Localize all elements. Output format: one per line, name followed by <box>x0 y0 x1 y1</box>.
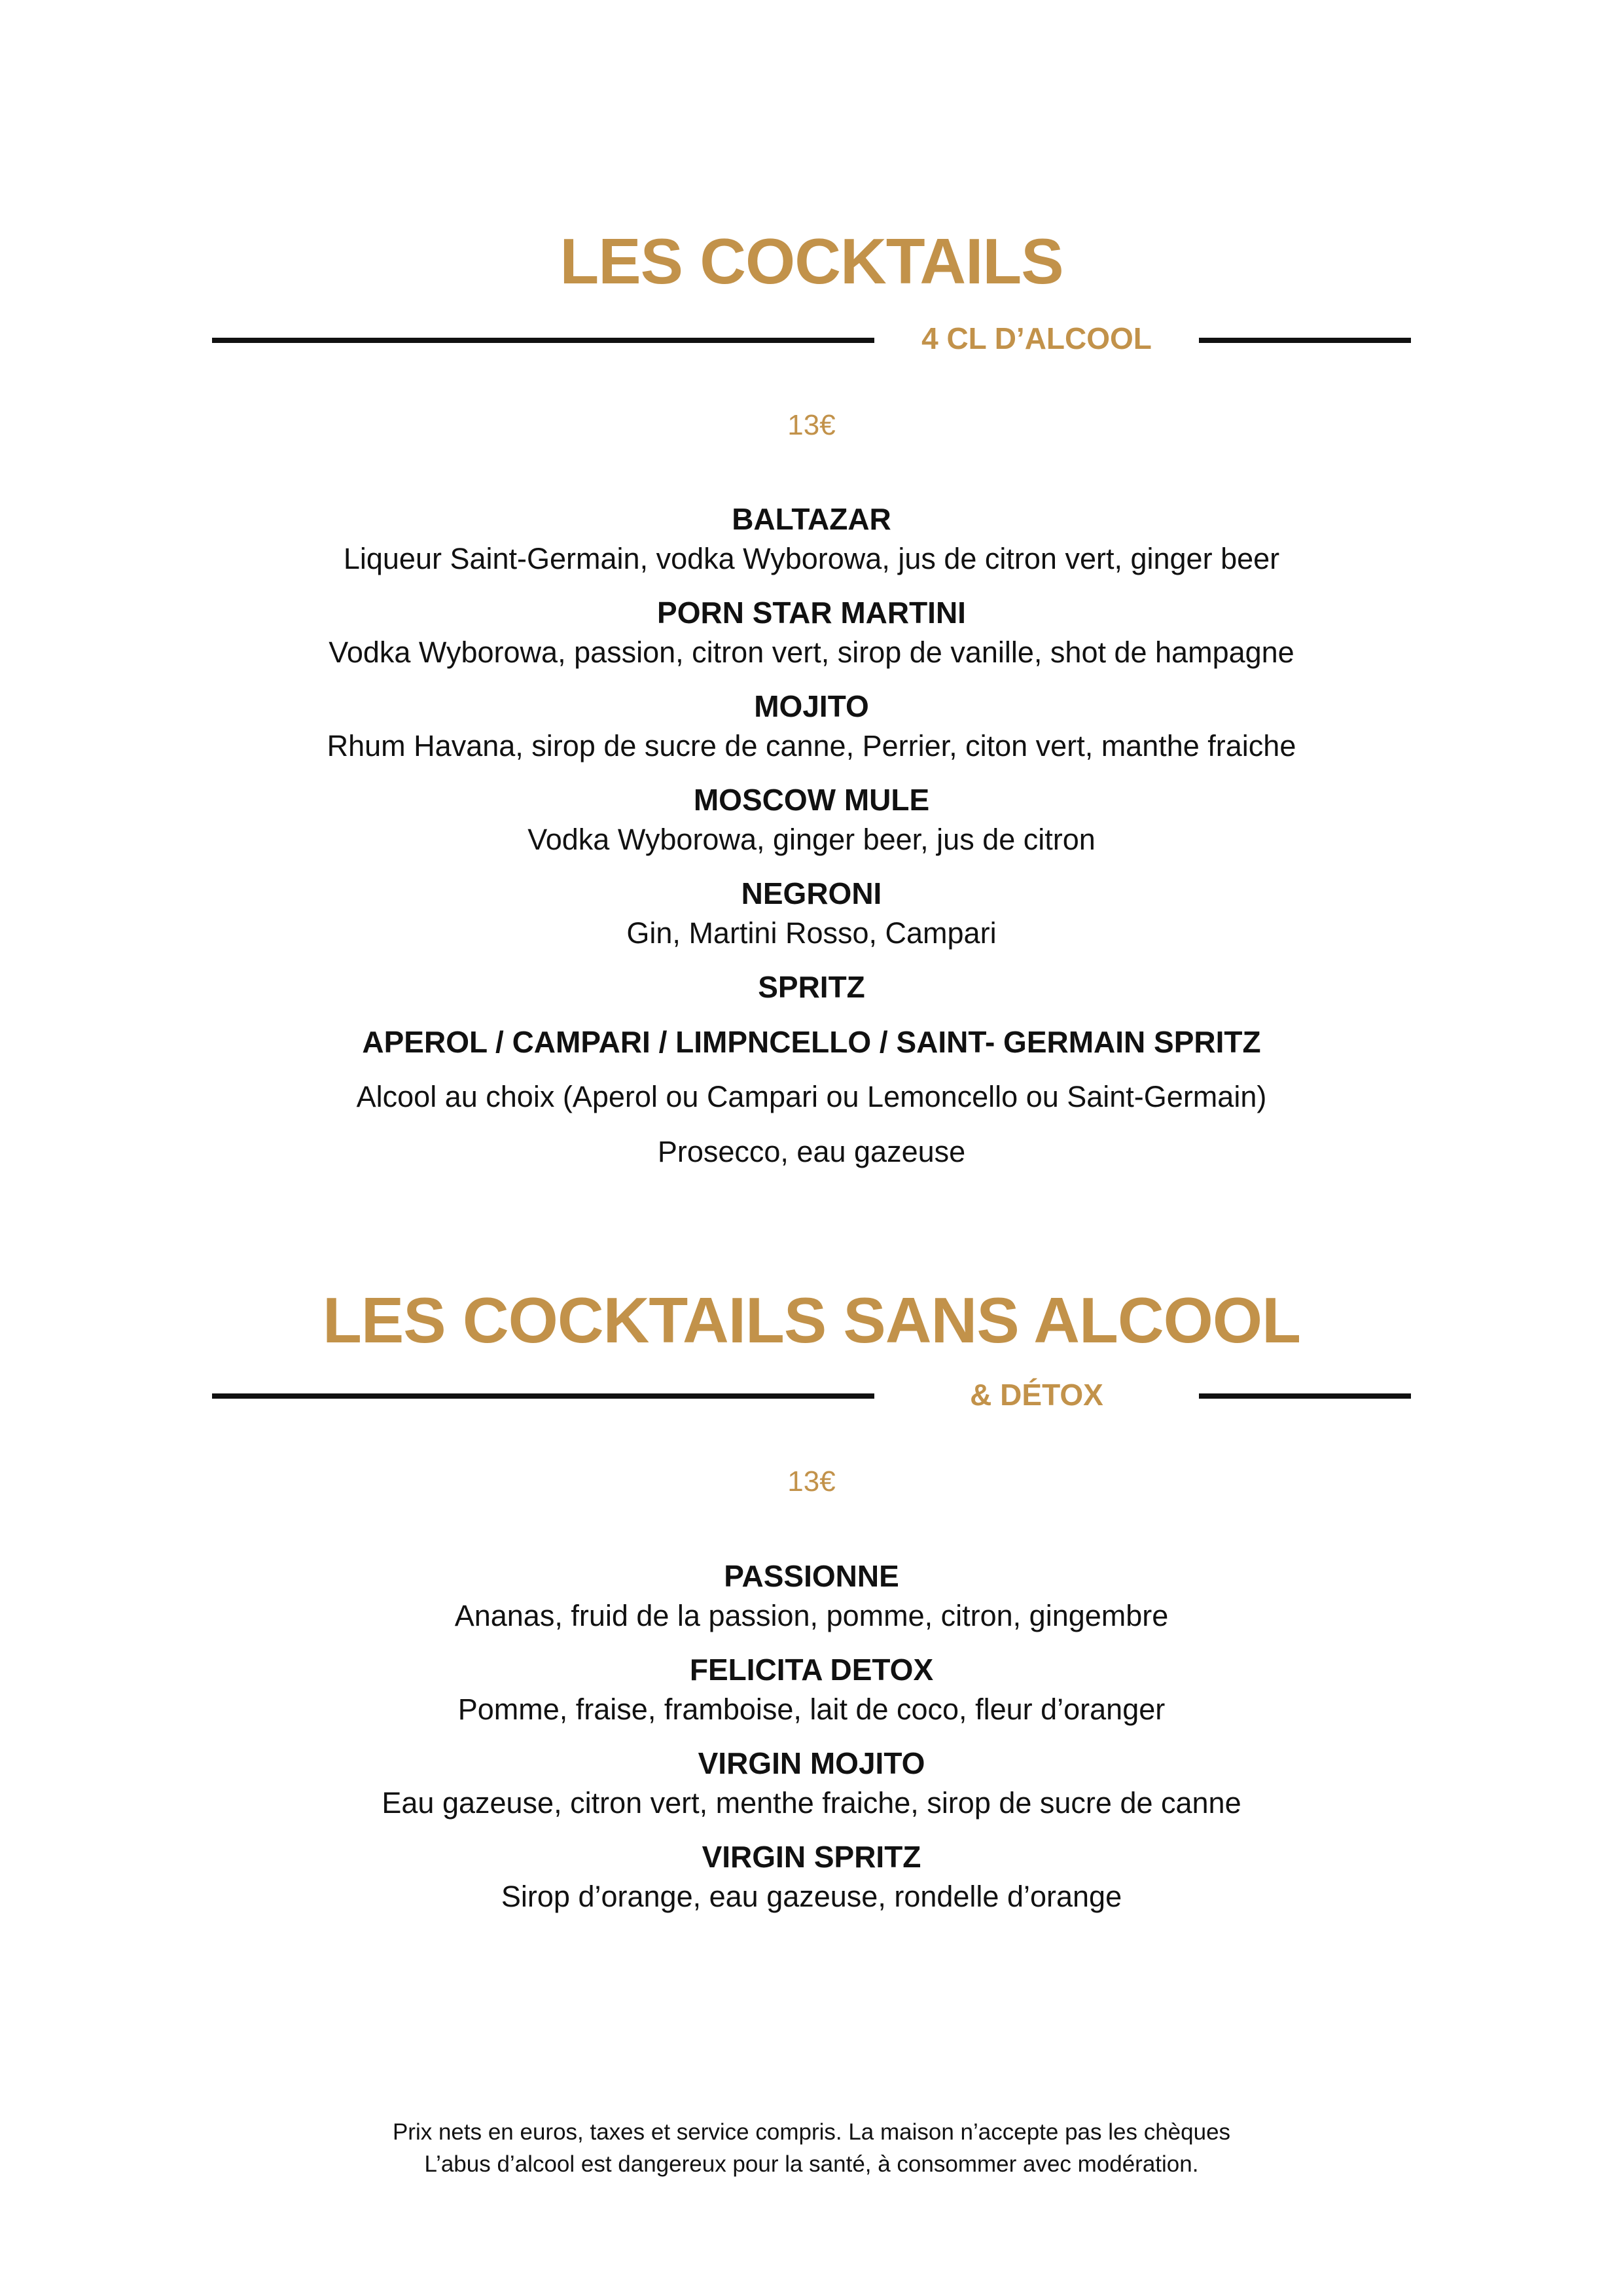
cocktails-title: LES COCKTAILS <box>560 225 1063 297</box>
mocktails-divider-left <box>212 1393 874 1399</box>
mocktail-name: FELICITA DETOX <box>689 1653 934 1687</box>
mocktail-name: VIRGIN MOJITO <box>698 1746 925 1780</box>
spritz-description: Alcool au choix (Aperol ou Campari ou Lemoncello ou Saint-Germain) <box>356 1080 1267 1113</box>
cocktail-description: Rhum Havana, sirop de sucre de canne, Perrier, citon vert, manthe fraiche <box>327 729 1296 762</box>
cocktail-name: BALTAZAR <box>732 502 891 536</box>
cocktail-name: MOJITO <box>754 689 869 723</box>
mocktail-name: PASSIONNE <box>724 1559 899 1593</box>
cocktail-description: Vodka Wyborowa, ginger beer, jus de citron <box>527 823 1096 856</box>
cocktail-description: Gin, Martini Rosso, Campari <box>626 916 997 950</box>
cocktail-name: NEGRONI <box>741 876 882 910</box>
mocktails-title: LES COCKTAILS SANS ALCOOL <box>323 1284 1300 1356</box>
cocktail-description: Vodka Wyborowa, passion, citron vert, sirop de vanille, shot de hampagne <box>329 636 1294 669</box>
cocktail-name: MOSCOW MULE <box>693 783 930 817</box>
footer-alcohol-warning: L’abus d’alcool est dangereux pour la santé, à consommer avec modération. <box>424 2151 1199 2177</box>
mocktails-price: 13€ <box>787 1465 836 1498</box>
mocktail-description: Sirop d’orange, eau gazeuse, rondelle d’orange <box>501 1880 1122 1913</box>
mocktail-description: Pomme, fraise, framboise, lait de coco, fleur d’oranger <box>457 1693 1166 1726</box>
cocktails-price: 13€ <box>787 409 836 441</box>
mocktail-description: Eau gazeuse, citron vert, menthe fraiche, sirop de sucre de canne <box>382 1786 1241 1820</box>
spritz-heading: SPRITZ <box>758 970 865 1004</box>
cocktail-description: Liqueur Saint-Germain, vodka Wyborowa, jus de citron vert, ginger beer <box>343 542 1280 575</box>
mocktails-subtitle: & DÉTOX <box>970 1378 1103 1412</box>
spritz-name: APEROL / CAMPARI / LIMPNCELLO / SAINT- GERMAIN SPRITZ <box>362 1025 1261 1059</box>
mocktail-description: Ananas, fruid de la passion, pomme, citron, gingembre <box>454 1599 1169 1632</box>
cocktails-divider-right <box>1199 338 1411 343</box>
footer-pricing-note: Prix nets en euros, taxes et service compris. La maison n’accepte pas les chèques <box>392 2119 1231 2145</box>
mocktails-divider-right <box>1199 1393 1411 1399</box>
spritz-description: Prosecco, eau gazeuse <box>657 1135 966 1168</box>
mocktail-name: VIRGIN SPRITZ <box>702 1840 921 1874</box>
cocktails-divider-left <box>212 338 874 343</box>
cocktails-subtitle: 4 CL D’ALCOOL <box>921 321 1152 355</box>
cocktail-name: PORN STAR MARTINI <box>657 596 966 630</box>
